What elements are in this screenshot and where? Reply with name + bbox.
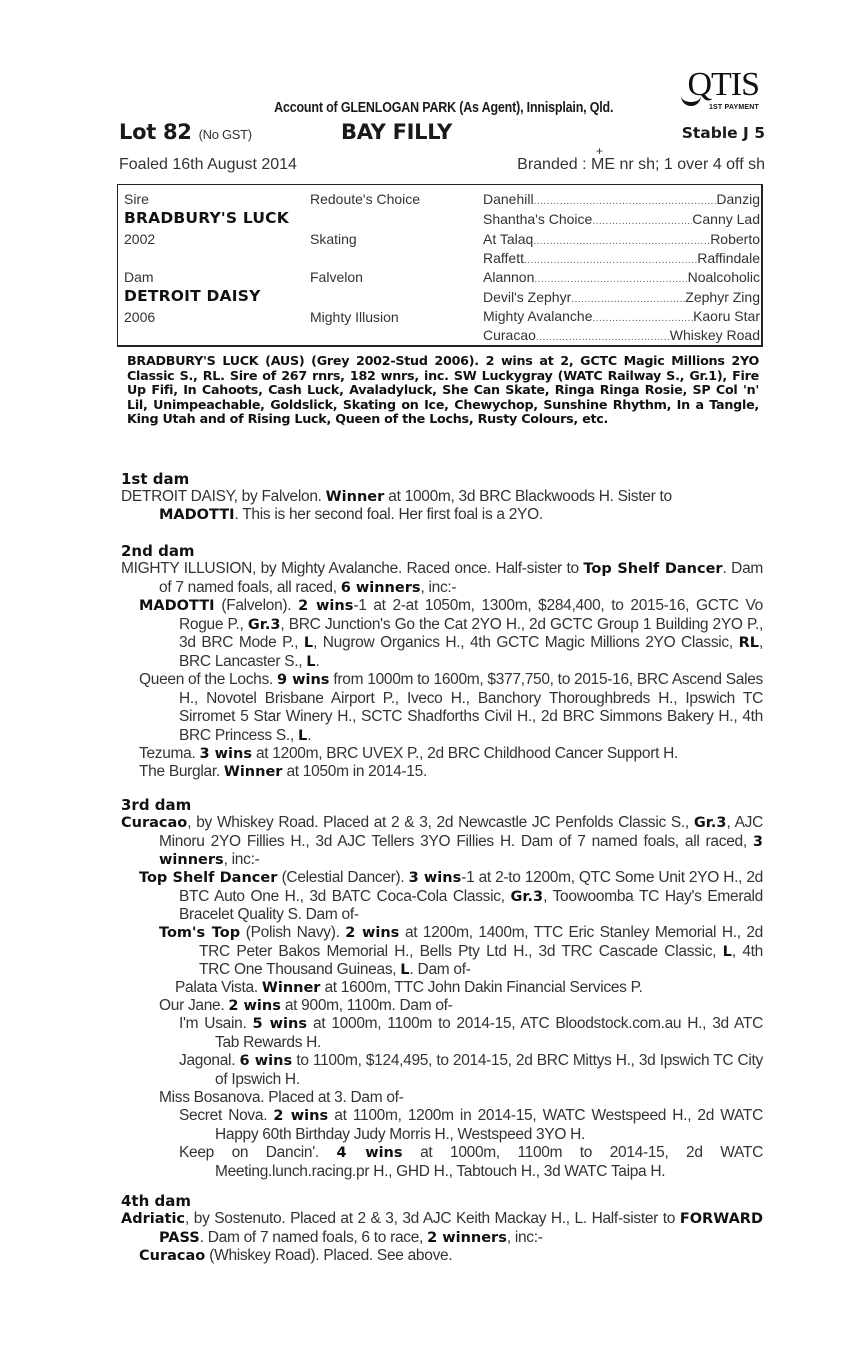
progeny-our-jane: Our Jane. 2 wins at 900m, 1100m. Dam of- xyxy=(159,997,453,1014)
ancestor-row: Alannon ..... Noalcoholic xyxy=(483,269,760,285)
second-dam-heading: 2nd dam xyxy=(121,542,195,560)
logo-text: QTIS xyxy=(687,66,759,103)
ancestor-row: Curacao ..... Whiskey Road xyxy=(483,327,760,343)
sire-sire: Redoute's Choice xyxy=(310,191,421,207)
first-dam-text-cont: MADOTTI. This is her second foal. Her first foal is a 2YO. xyxy=(159,506,543,523)
progeny-madotti: MADOTTI (Falvelon). 2 wins-1 at 2-at 1050m, 1300m, $284,400, to 2015-16, GCTC Vo Rogue P., Gr.3, BRC Junction's Go the Cat 2YO H., 2d GCTC Group 1 Building 2YO P., 3d BRC Mode P., L, Nugrow Organics H., 4th GCTC Magic Millions 2YO Classic, RL, BRC Lancaster S., L. xyxy=(139,597,763,670)
sire-dam: Skating xyxy=(310,231,357,247)
progeny-curacao: Curacao (Whiskey Road). Placed. See above. xyxy=(139,1247,453,1264)
logo-subtext: 1ST PAYMENT xyxy=(708,104,759,111)
sire-label: Sire xyxy=(124,191,149,207)
sire-summary: BRADBURY'S LUCK (AUS) (Grey 2002-Stud 2006). 2 wins at 2, GCTC Magic Millions 2YO Classic S., RL. Sire of 267 rnrs, 182 wnrs, inc. SW Luckygray (WATC Railway S., Gr.1), Fire Up Fifi, In Cahoots, Cash Luck, Avaladyluck, She Can Skate, Ringa Ringa Rosie, SP Col 'n' Lil, Unimpeachable, Goldslick, Skating on Ice, Chewychop, Sunshine Rhythm, In a Tangle, King Utah and of Rising Luck, Queen of the Lochs, Rusty Colours, etc. xyxy=(127,353,759,426)
dam-dam: Mighty Illusion xyxy=(310,309,399,325)
progeny-secret-nova: Secret Nova. 2 wins at 1100m, 1200m in 2014-15, WATC Westspeed H., 2d WATC Happy 60th Birthday Judy Morris H., Westspeed 3YO H. xyxy=(179,1107,763,1143)
dam-label: Dam xyxy=(124,269,154,285)
dam-sire: Falvelon xyxy=(310,269,363,285)
progeny-im-usain: I'm Usain. 5 wins at 1000m, 1100m to 2014-15, ATC Bloodstock.com.au H., 3d ATC Tab Rewards H. xyxy=(179,1015,763,1051)
horse-description: BAY FILLY xyxy=(341,120,452,144)
second-dam-intro: MIGHTY ILLUSION, by Mighty Avalanche. Raced once. Half-sister to Top Shelf Dancer. Dam of 7 named foals, all raced, 6 winners, inc:- xyxy=(121,560,763,596)
progeny-tezuma: Tezuma. 3 wins at 1200m, BRC UVEX P., 2d BRC Childhood Cancer Support H. xyxy=(139,745,678,762)
gst-note: (No GST) xyxy=(198,127,252,142)
vendor-account: Account of GLENLOGAN PARK (As Agent), Innisplain, Qld. xyxy=(274,100,614,116)
ancestor-row: Shantha's Choice ..... Canny Lad xyxy=(483,211,760,227)
ancestor-row: Danehill ..... Danzig xyxy=(483,191,760,207)
lot-header xyxy=(117,120,765,148)
ancestor-row: Devil's Zephyr ..... Zephyr Zing xyxy=(483,289,760,305)
progeny-keep-on-dancin: Keep on Dancin'. 4 wins at 1000m, 1100m to 2014-15, 2d WATC Meeting.lunch.racing.pr H., GHD H., Tabtouch H., 3d WATC Taipa H. xyxy=(179,1144,763,1180)
progeny-miss-bosanova: Miss Bosanova. Placed at 3. Dam of- xyxy=(159,1089,404,1106)
fourth-dam-heading: 4th dam xyxy=(121,1192,191,1210)
fourth-dam-intro: Adriatic, by Sostenuto. Placed at 2 & 3, 3d AJC Keith Mackay H., L. Half-sister to FORWARD PASS. Dam of 7 named foals, 6 to race, 2 winners, inc:- xyxy=(121,1210,763,1246)
dam-year: 2006 xyxy=(124,309,156,325)
progeny-toms-top: Tom's Top (Polish Navy). 2 wins at 1200m, 1400m, TTC Eric Stanley Memorial H., 2d TRC Peter Bakos Memorial H., Bells Pty Ltd H., 3d TRC Cascade Classic, L, 4th TRC One Thousand Guineas, L. Dam of- xyxy=(159,924,763,978)
progeny-top-shelf-dancer: Top Shelf Dancer (Celestial Dancer). 3 wins-1 at 2-to 1200m, QTC Some Unit 2YO H., 2d BTC Auto One H., 3d BATC Coca-Cola Classic, Gr.3, Toowoomba TC Hay's Emerald Bracelet Quality S. Dam of- xyxy=(139,869,763,923)
sire-name: BRADBURY'S LUCK xyxy=(124,209,289,227)
brand-info: Branded : + ME nr sh; 1 over 4 off sh xyxy=(517,144,765,173)
ancestor-row: At Talaq ..... Roberto xyxy=(483,231,760,247)
pedigree-table xyxy=(117,184,763,347)
first-dam-heading: 1st dam xyxy=(121,470,190,488)
foaled-date: Foaled 16th August 2014 xyxy=(119,156,297,173)
ancestor-row: Raffett ..... Raffindale xyxy=(483,250,760,266)
progeny-the-burglar: The Burglar. Winner at 1050m in 2014-15. xyxy=(139,763,427,780)
brand-mark: + ME xyxy=(590,144,615,173)
stable-location: Stable J 5 xyxy=(681,124,765,142)
sire-year: 2002 xyxy=(124,231,156,247)
ancestor-row: Mighty Avalanche ..... Kaoru Star xyxy=(483,308,760,324)
progeny-jagonal: Jagonal. 6 wins to 1100m, $124,495, to 2014-15, 2d BRC Mittys H., 3d Ipswich TC City of Ipswich H. xyxy=(179,1052,764,1088)
lot-number: Lot 82 (No GST) xyxy=(119,120,252,144)
third-dam-intro: Curacao, by Whiskey Road. Placed at 2 & 3, 2d Newcastle JC Penfolds Classic S., Gr.3, AJC Minoru 2YO Fillies H., 3d AJC Tellers 3YO Fillies H. Dam of 7 named foals, all raced, 3 winners, inc:- xyxy=(121,814,763,868)
dam-name: DETROIT DAISY xyxy=(124,287,261,305)
progeny-queen-of-the-lochs: Queen of the Lochs. 9 wins from 1000m to 1600m, $377,750, to 2015-16, BRC Ascend Sales H., Novotel Brisbane Airport P., Iveco H., Banchory Thoroughbreds H., Ipswich TC Sirromet 5 Star Winery H., SCTC Shadforths Civil H., 2d BRC Simmons Bakery H., 4th BRC Princess S., L. xyxy=(139,671,764,744)
third-dam-heading: 3rd dam xyxy=(121,796,192,814)
progeny-palata-vista: Palata Vista. Winner at 1600m, TTC John Dakin Financial Services P. xyxy=(175,979,643,996)
first-dam-text: DETROIT DAISY, by Falvelon. Winner at 1000m, 3d BRC Blackwoods H. Sister to xyxy=(121,488,672,505)
